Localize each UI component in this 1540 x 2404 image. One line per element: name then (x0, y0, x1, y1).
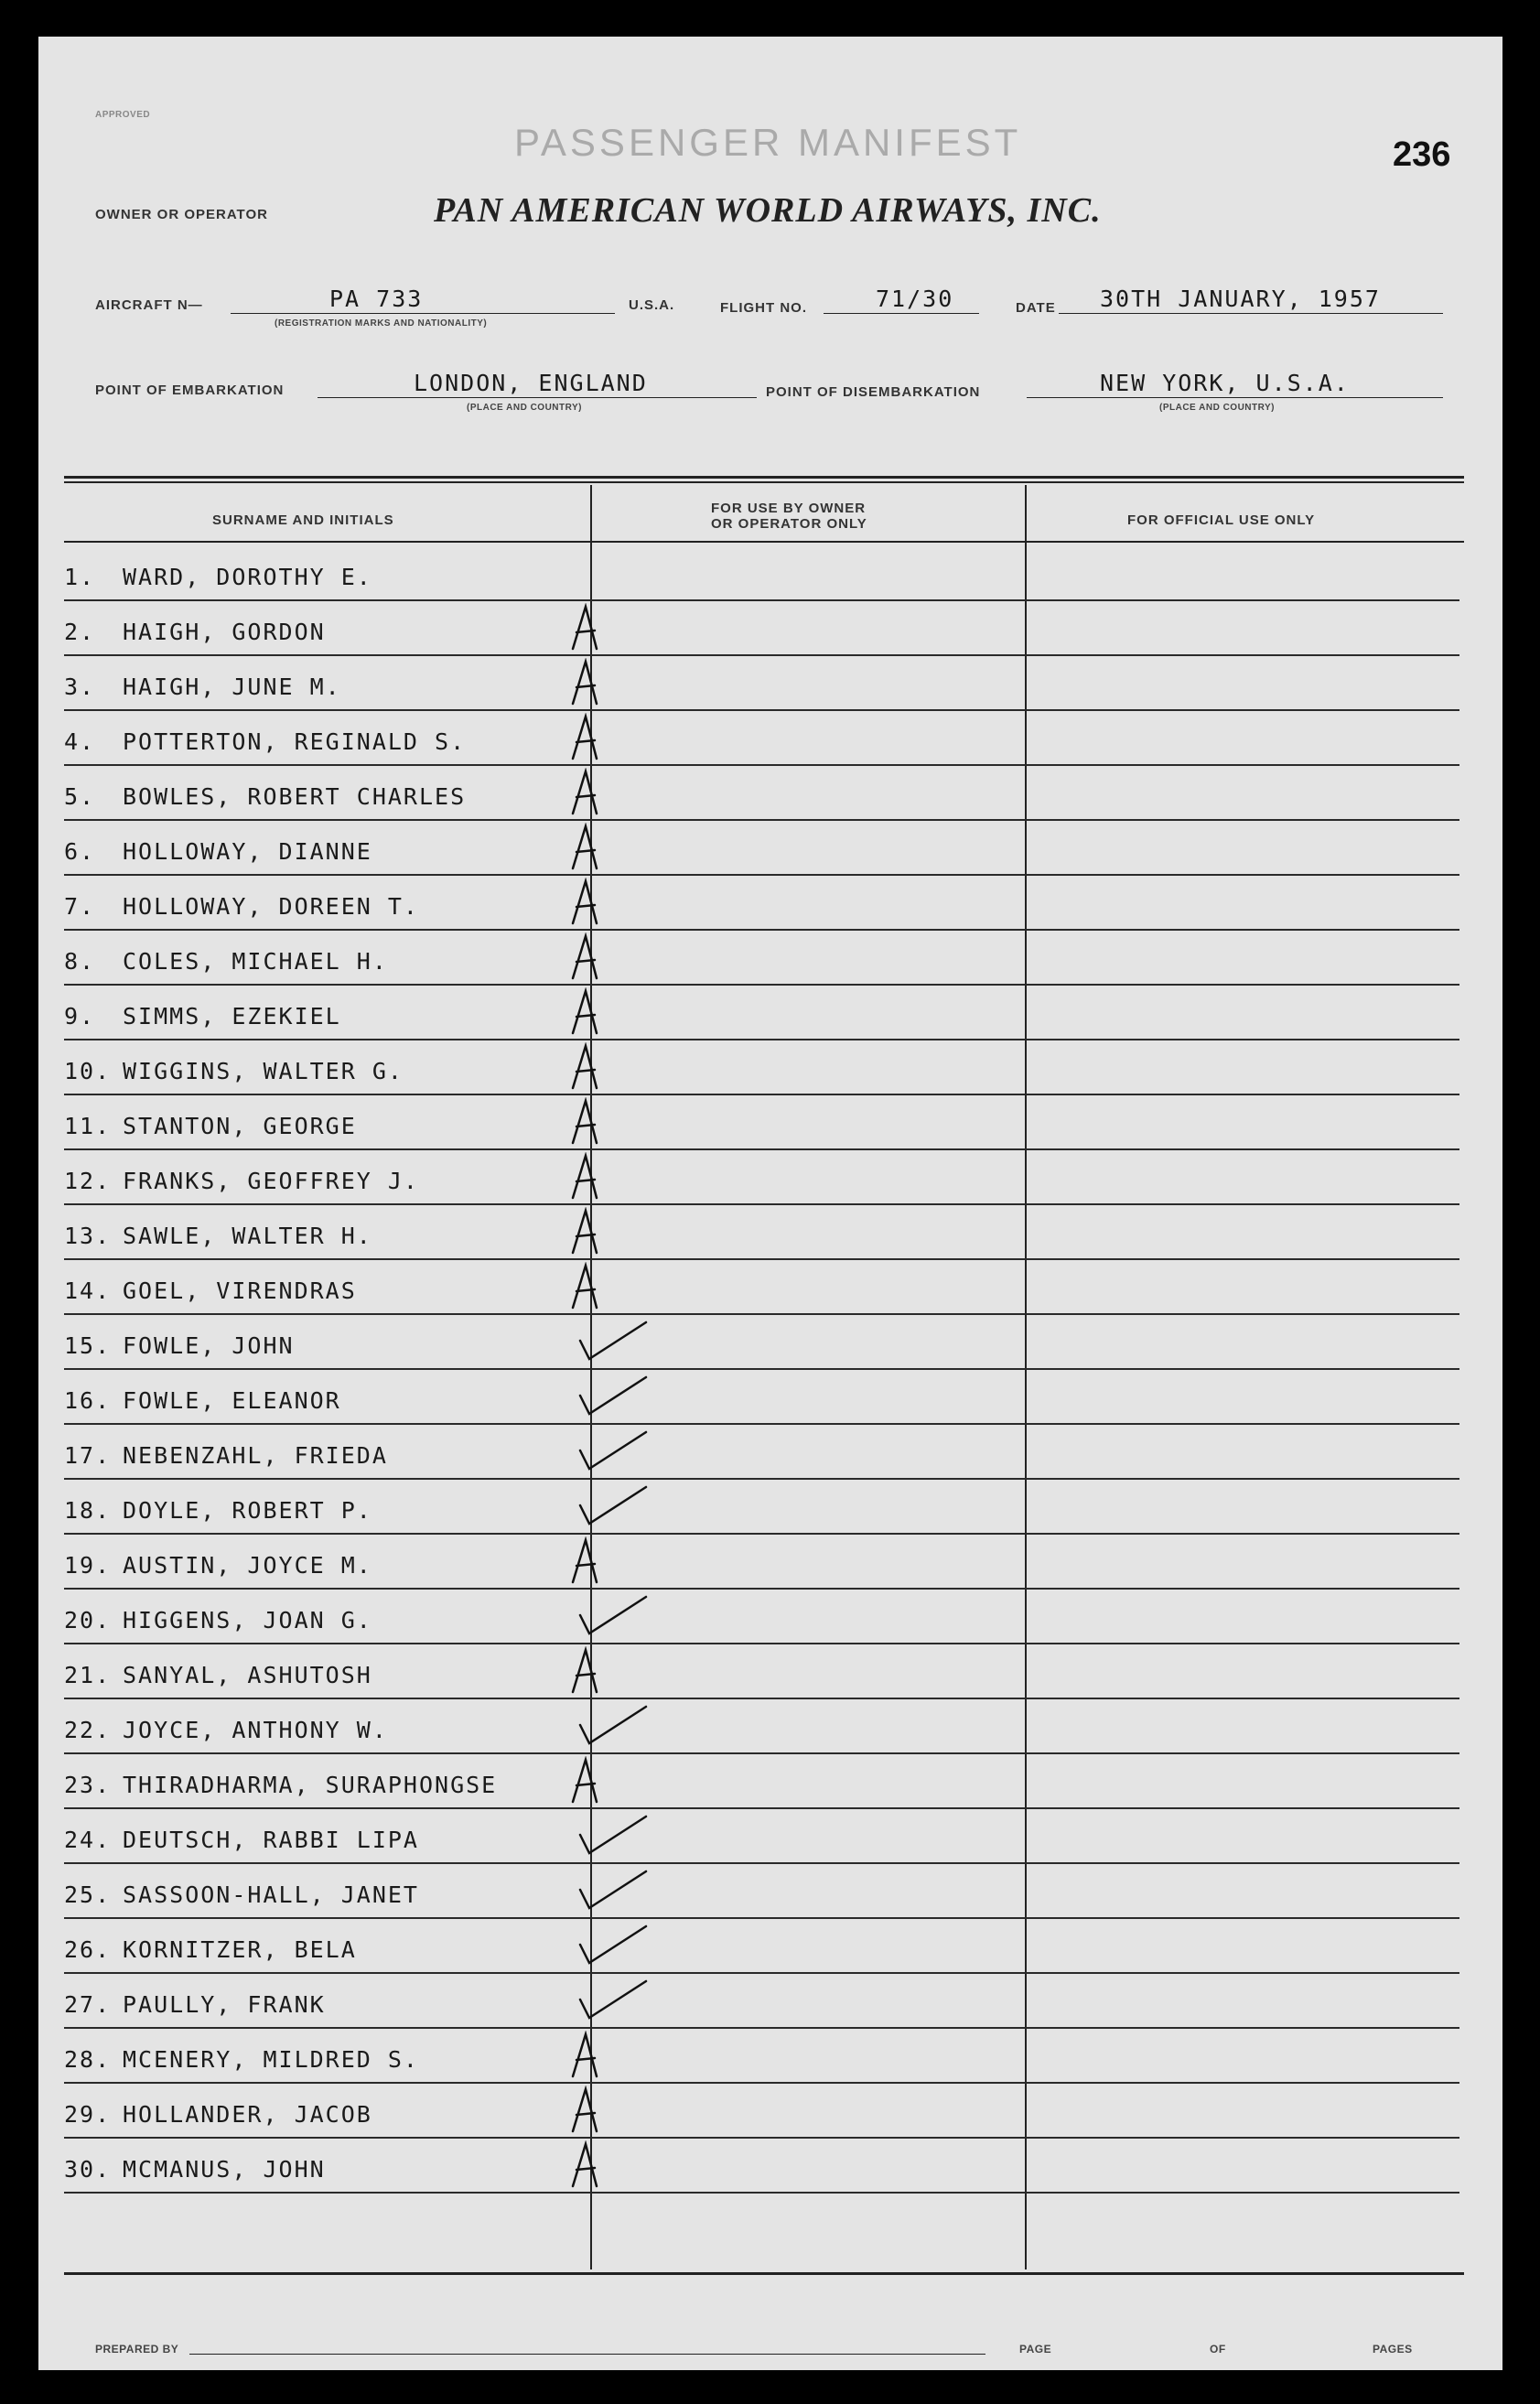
handwritten-check-mark (576, 1374, 650, 1419)
passenger-row (64, 819, 1459, 876)
passenger-name: MCENERY, MILDRED S. (123, 2046, 419, 2073)
passenger-row (64, 654, 1459, 711)
passenger-number: 10. (64, 1058, 112, 1084)
passenger-name: STANTON, GEORGE (123, 1113, 357, 1139)
passenger-row (64, 984, 1459, 1040)
passenger-row (64, 1039, 1459, 1095)
handwritten-check-mark (576, 1868, 650, 1913)
passenger-row (64, 1313, 1459, 1370)
handwritten-a-mark (567, 823, 604, 872)
passenger-row (64, 1533, 1459, 1590)
passenger-row (64, 1423, 1459, 1480)
passenger-name: HOLLOWAY, DOREEN T. (123, 893, 419, 920)
passenger-number: 2. (64, 619, 96, 645)
passenger-name: HOLLANDER, JACOB (123, 2101, 372, 2128)
handwritten-a-mark (567, 713, 604, 762)
handwritten-check-mark (576, 1428, 650, 1474)
handwritten-a-mark (567, 2031, 604, 2080)
passenger-number: 21. (64, 1662, 112, 1688)
passenger-row (64, 1478, 1459, 1535)
footer-pages: PAGES (1373, 2343, 1413, 2355)
passenger-number: 23. (64, 1772, 112, 1798)
passenger-name: PAULLY, FRANK (123, 1991, 326, 2018)
embark-sub: (PLACE AND COUNTRY) (467, 403, 582, 413)
handwritten-a-mark (567, 1262, 604, 1311)
passenger-number: 6. (64, 838, 96, 865)
passenger-name: POTTERTON, REGINALD S. (123, 728, 467, 755)
handwritten-check-mark (576, 1923, 650, 1968)
handwritten-check-mark (576, 1593, 650, 1639)
passenger-number: 30. (64, 2156, 112, 2183)
embark-label: POINT OF EMBARKATION (95, 383, 285, 398)
handwritten-a-mark (567, 1207, 604, 1256)
passenger-name: HIGGENS, JOAN G. (123, 1607, 372, 1633)
passenger-row (64, 2027, 1459, 2084)
passenger-name: FOWLE, ELEANOR (123, 1387, 341, 1414)
passenger-name: MCMANUS, JOHN (123, 2156, 326, 2183)
passenger-number: 13. (64, 1223, 112, 1249)
handwritten-a-mark (567, 1042, 604, 1092)
aircraft-label: AIRCRAFT N— (95, 297, 203, 313)
aircraft-value: PA 733 (329, 286, 424, 312)
handwritten-check-mark (576, 1813, 650, 1859)
passenger-number: 29. (64, 2101, 112, 2128)
passenger-name: HAIGH, JUNE M. (123, 674, 341, 700)
date-value: 30TH JANUARY, 1957 (1100, 286, 1381, 312)
passenger-row (64, 709, 1459, 766)
passenger-row (64, 599, 1459, 656)
passenger-number: 9. (64, 1003, 96, 1030)
passenger-name: HOLLOWAY, DIANNE (123, 838, 372, 865)
flight-value: 71/30 (876, 286, 954, 312)
passenger-name: DOYLE, ROBERT P. (123, 1497, 372, 1524)
passenger-name: HAIGH, GORDON (123, 619, 326, 645)
passenger-number: 22. (64, 1717, 112, 1743)
flight-label: FLIGHT NO. (720, 300, 807, 316)
passenger-name: KORNITZER, BELA (123, 1936, 357, 1963)
footer-page: PAGE (1019, 2343, 1052, 2355)
handwritten-check-mark (576, 1978, 650, 2023)
owner-value: PAN AMERICAN WORLD AIRWAYS, INC. (434, 191, 1102, 230)
passenger-name: SAWLE, WALTER H. (123, 1223, 372, 1249)
handwritten-a-mark (567, 987, 604, 1037)
handwritten-a-mark (567, 1152, 604, 1202)
passenger-number: 14. (64, 1277, 112, 1304)
passenger-name: NEBENZAHL, FRIEDA (123, 1442, 388, 1469)
disembark-label: POINT OF DISEMBARKATION (766, 384, 981, 400)
col-owner-use-2: OR OPERATOR ONLY (711, 516, 867, 532)
handwritten-a-mark (567, 1646, 604, 1696)
col-official: FOR OFFICIAL USE ONLY (1127, 512, 1316, 528)
handwritten-a-mark (567, 2140, 604, 2190)
passenger-number: 1. (64, 564, 96, 590)
date-label: DATE (1016, 300, 1056, 316)
passenger-name: SANYAL, ASHUTOSH (123, 1662, 372, 1688)
passenger-number: 24. (64, 1827, 112, 1853)
passenger-number: 27. (64, 1991, 112, 2018)
passenger-row (64, 874, 1459, 931)
col-owner-use-1: FOR USE BY OWNER (711, 501, 867, 516)
passenger-row (64, 1148, 1459, 1205)
passenger-number: 17. (64, 1442, 112, 1469)
passenger-number: 19. (64, 1552, 112, 1579)
passenger-row (64, 544, 1459, 601)
passenger-number: 7. (64, 893, 96, 920)
passenger-number: 4. (64, 728, 96, 755)
passenger-row (64, 1917, 1459, 1974)
passenger-row (64, 1972, 1459, 2029)
passenger-number: 28. (64, 2046, 112, 2073)
page-number: 236 (1393, 135, 1451, 174)
aircraft-sub: (REGISTRATION MARKS AND NATIONALITY) (275, 318, 488, 329)
handwritten-a-mark (567, 2086, 604, 2135)
passenger-row (64, 1094, 1459, 1150)
passenger-row (64, 2137, 1459, 2194)
passenger-row (64, 1368, 1459, 1425)
handwritten-check-mark (576, 1703, 650, 1749)
passenger-row (64, 929, 1459, 986)
passenger-name: FRANKS, GEOFFREY J. (123, 1168, 419, 1194)
passenger-row (64, 1588, 1459, 1644)
owner-label: OWNER OR OPERATOR (95, 207, 268, 222)
passenger-row (64, 1643, 1459, 1699)
footer-of: OF (1210, 2343, 1226, 2355)
passenger-name: BOWLES, ROBERT CHARLES (123, 783, 467, 810)
passenger-row (64, 1752, 1459, 1809)
handwritten-a-mark (567, 1097, 604, 1147)
handwritten-check-mark (576, 1483, 650, 1529)
disembark-sub: (PLACE AND COUNTRY) (1159, 403, 1275, 413)
passenger-name: DEUTSCH, RABBI LIPA (123, 1827, 419, 1853)
passenger-number: 18. (64, 1497, 112, 1524)
passenger-number: 15. (64, 1332, 112, 1359)
passenger-name: WIGGINS, WALTER G. (123, 1058, 404, 1084)
passenger-name: AUSTIN, JOYCE M. (123, 1552, 372, 1579)
passenger-name: FOWLE, JOHN (123, 1332, 295, 1359)
passenger-row (64, 764, 1459, 821)
passenger-number: 3. (64, 674, 96, 700)
passenger-number: 20. (64, 1607, 112, 1633)
passenger-name: SASSOON-HALL, JANET (123, 1881, 419, 1908)
passenger-number: 12. (64, 1168, 112, 1194)
disembark-value: NEW YORK, U.S.A. (1100, 370, 1350, 396)
passenger-name: JOYCE, ANTHONY W. (123, 1717, 388, 1743)
passenger-number: 25. (64, 1881, 112, 1908)
footer-prepared-by: PREPARED BY (95, 2343, 179, 2355)
handwritten-a-mark (567, 768, 604, 817)
col-surname: SURNAME AND INITIALS (212, 512, 394, 528)
passenger-number: 16. (64, 1387, 112, 1414)
embark-value: LONDON, ENGLAND (414, 370, 648, 396)
usa-label: U.S.A. (629, 297, 675, 313)
passenger-row (64, 1698, 1459, 1754)
passenger-row (64, 1807, 1459, 1864)
handwritten-a-mark (567, 658, 604, 707)
passenger-number: 8. (64, 948, 96, 975)
handwritten-a-mark (567, 932, 604, 982)
form-title: PASSENGER MANIFEST (514, 121, 1022, 164)
passenger-number: 26. (64, 1936, 112, 1963)
passenger-row (64, 1203, 1459, 1260)
passenger-number: 5. (64, 783, 96, 810)
passenger-name: GOEL, VIRENDRAS (123, 1277, 357, 1304)
handwritten-a-mark (567, 878, 604, 927)
passenger-name: THIRADHARMA, SURAPHONGSE (123, 1772, 498, 1798)
manifest-sheet (38, 37, 1502, 2370)
form-code: APPROVED (95, 110, 151, 120)
passenger-row (64, 1258, 1459, 1315)
handwritten-a-mark (567, 603, 604, 652)
passenger-row (64, 2082, 1459, 2139)
handwritten-a-mark (567, 1536, 604, 1586)
handwritten-check-mark (576, 1319, 650, 1364)
passenger-name: WARD, DOROTHY E. (123, 564, 372, 590)
passenger-row (64, 1862, 1459, 1919)
passenger-name: COLES, MICHAEL H. (123, 948, 388, 975)
handwritten-a-mark (567, 1756, 604, 1806)
passenger-name: SIMMS, EZEKIEL (123, 1003, 341, 1030)
passenger-number: 11. (64, 1113, 112, 1139)
